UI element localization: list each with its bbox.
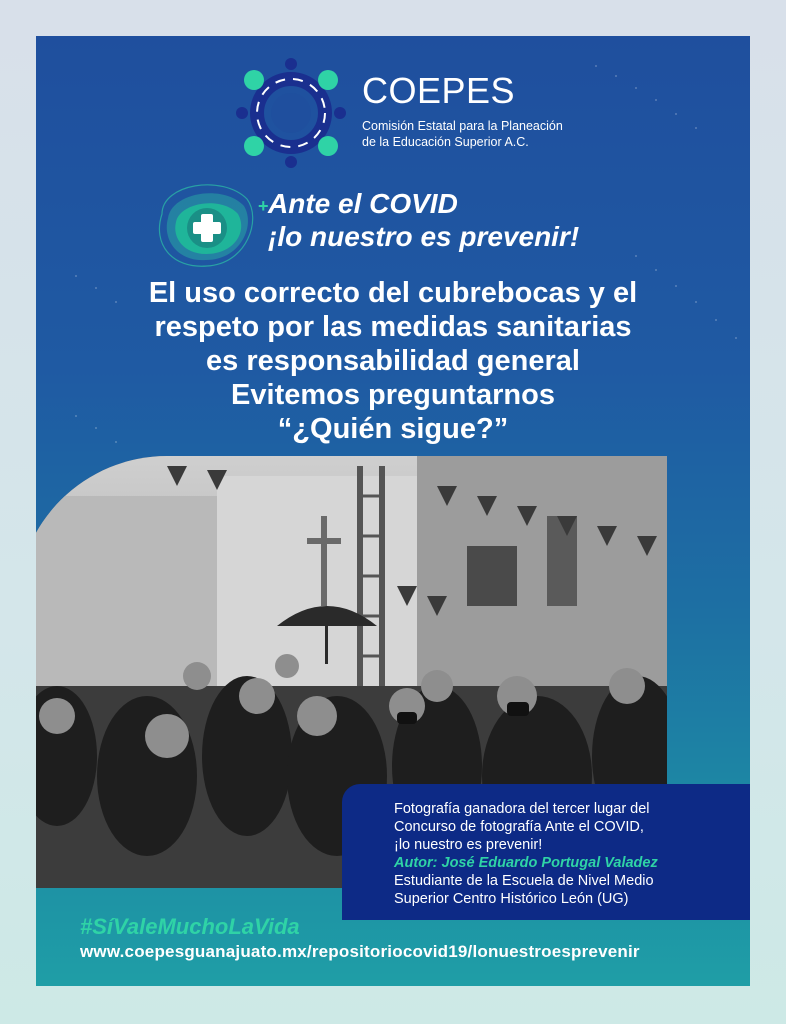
caption-line5: Superior Centro Histórico León (UG)	[394, 891, 629, 907]
brand-name: COEPES	[362, 70, 516, 111]
headline-line5: “¿Quién sigue?”	[277, 413, 509, 445]
photo-caption	[342, 784, 750, 920]
headline-line4: Evitemos preguntarnos	[231, 379, 555, 411]
headline	[76, 276, 710, 446]
campaign-slogan: ¡lo nuestro es prevenir!	[268, 221, 580, 252]
poster	[36, 36, 750, 986]
caption-author: Autor: José Eduardo Portugal Valadez	[394, 855, 658, 871]
brand-subtitle	[362, 118, 592, 150]
caption-line4: Estudiante de la Escuela de Nivel Medio	[394, 873, 654, 889]
website-link[interactable]: www.coepesguanajuato.mx/repositoriocovid19/lonuestroesprevenir	[80, 942, 640, 961]
caption-line1: Fotografía ganadora del tercer lugar del	[394, 801, 650, 817]
headline-line1: El uso correcto del cubrebocas y el	[148, 277, 638, 309]
headline-line3: es responsabilidad general	[206, 345, 580, 377]
hashtag: #SíValeMuchoLaVida	[80, 914, 300, 939]
caption-line2: Concurso de fotografía Ante el COVID,	[394, 819, 644, 835]
caption-line3: ¡lo nuestro es prevenir!	[394, 837, 543, 853]
campaign-title: Ante el COVID	[268, 188, 458, 219]
headline-line2: respeto por las medidas sanitarias	[154, 311, 632, 343]
brand-subtitle-line1: Comisión Estatal para la Planeación	[362, 119, 563, 133]
medical-cross-icon	[152, 174, 262, 272]
plus-icon: +	[258, 196, 269, 216]
coepes-logo-icon	[232, 54, 350, 172]
brand-subtitle-line2: de la Educación Superior A.C.	[362, 135, 529, 149]
